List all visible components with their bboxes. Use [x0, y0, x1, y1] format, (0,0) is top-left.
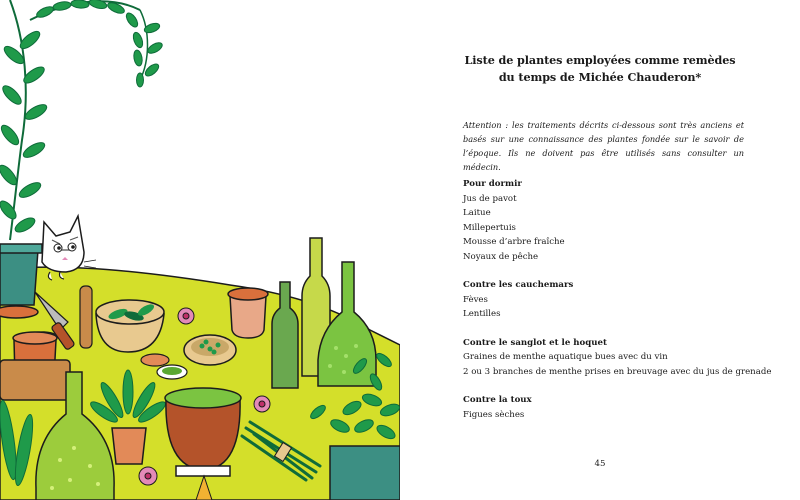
page-title: [400, 52, 800, 86]
warning-paragraph: Attention : les traitements décrits ci-dessous sont très anciens et basés sur une connaissance des plantes fondée sur le savoir de l’époque. Ils ne doivent pas être utilisés sans consulter un médecin.: [463, 120, 744, 173]
seed-bowl-icon: [184, 335, 236, 365]
list-item: Fèves: [463, 294, 488, 305]
text-page: [400, 0, 800, 500]
list-item: 2 ou 3 branches de menthe prises en breuvage avec du jus de grenade: [463, 366, 772, 377]
list-item: Jus de pavot: [463, 193, 517, 204]
list-item: Graines de menthe aquatique bues avec du vin: [463, 352, 668, 362]
remedy-section-hiccups: [463, 336, 772, 380]
list-item: Laitue: [463, 208, 491, 218]
section-heading: Contre le sanglot et le hoquet: [463, 337, 607, 348]
title-line: du temps de Michée Chauderon*: [498, 70, 702, 84]
section-heading: Contre les cauchemars: [463, 280, 574, 290]
remedy-section-sleep: [463, 177, 763, 264]
remedy-list: [463, 177, 772, 436]
remedy-section-nightmares: [463, 278, 763, 322]
cutting-board-icon: [0, 360, 70, 400]
page-number: 45: [594, 459, 606, 469]
section-heading: Pour dormir: [463, 179, 522, 189]
list-item: Millepertuis: [463, 222, 516, 233]
list-item: Lentilles: [463, 309, 501, 319]
section-heading: Contre la toux: [463, 395, 532, 405]
title-line: Liste de plantes employées comme remèdes: [464, 53, 736, 67]
remedy-section-cough: [463, 393, 763, 422]
pestle-icon: [80, 286, 92, 348]
list-item: Mousse d’arbre fraîche: [463, 237, 565, 247]
trailing-plant-icon: [0, 0, 164, 240]
pitcher-icon: [228, 288, 268, 338]
list-item: Figues sèches: [463, 409, 525, 420]
list-item: Noyaux de pêche: [463, 251, 539, 262]
